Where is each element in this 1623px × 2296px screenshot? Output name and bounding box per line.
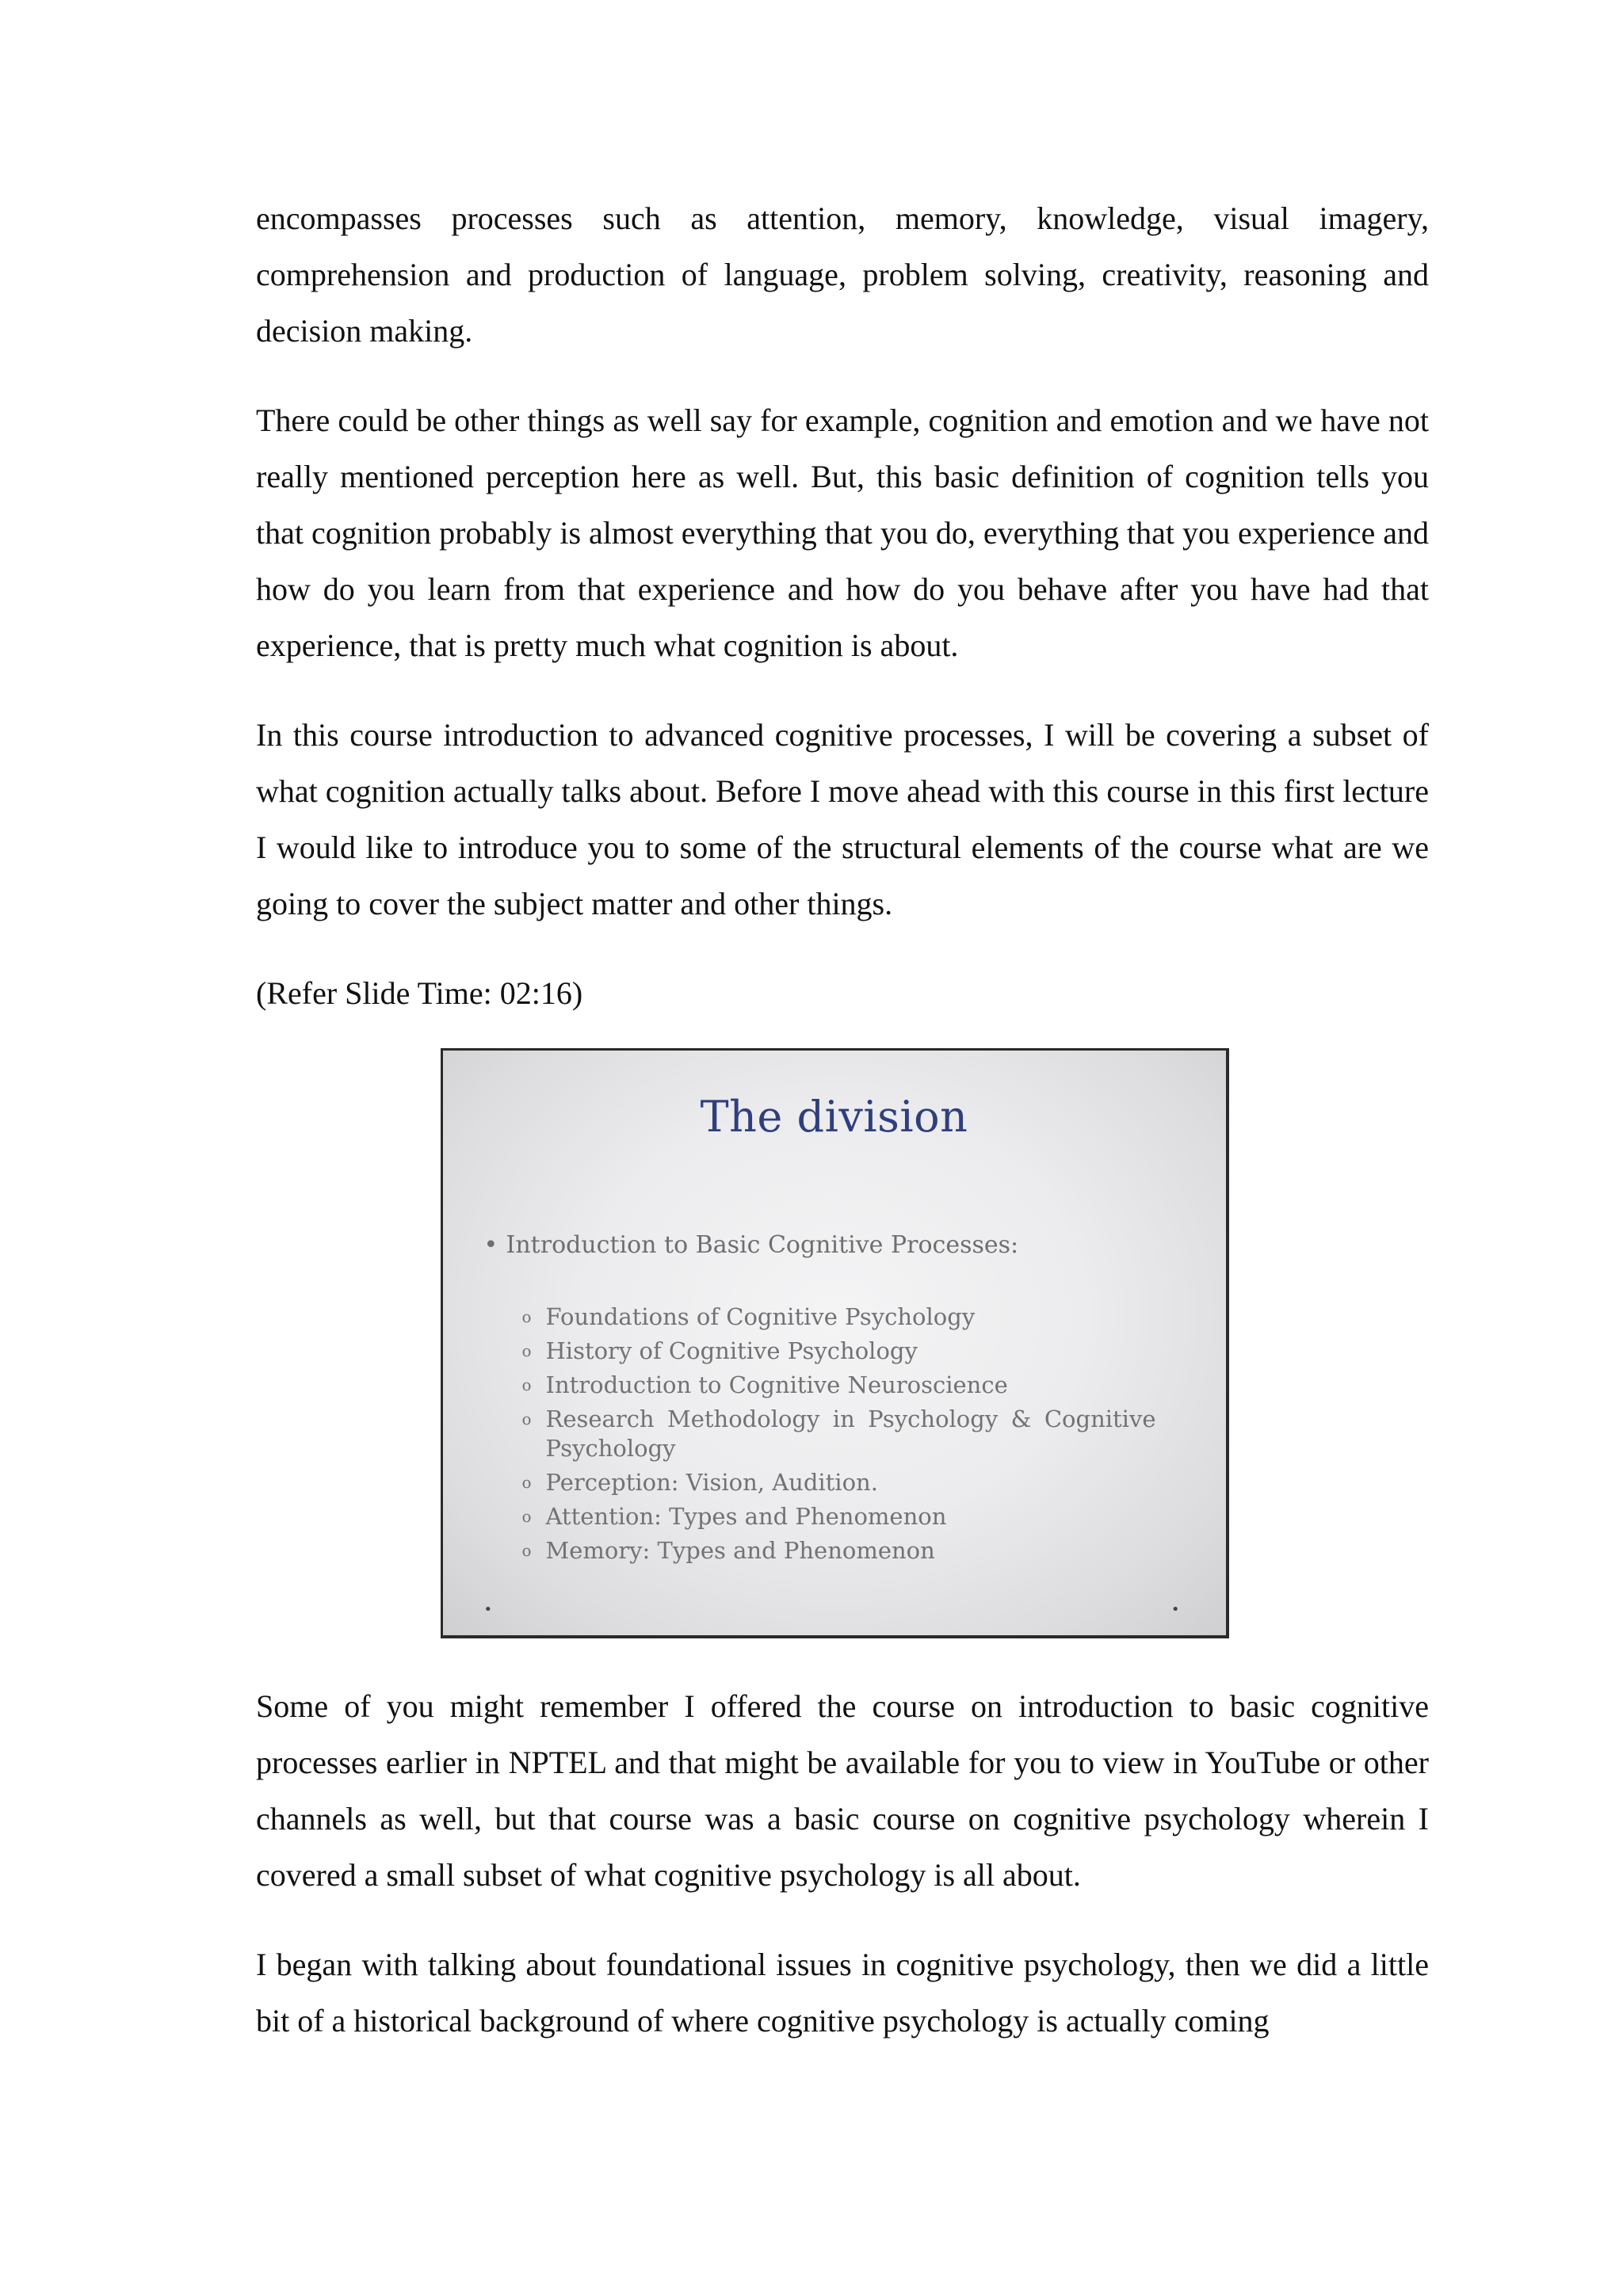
slide-sub-item: o History of Cognitive Psychology [521,1337,918,1364]
document-body [256,190,1429,2049]
circle-bullet-icon: o [521,1541,532,1560]
slide-sub-item: o Attention: Types and Phenomenon [521,1503,947,1530]
slide-title: The division [700,1092,968,1142]
slide-sub-item: o Perception: Vision, Audition. [521,1469,878,1496]
circle-bullet-icon: o [521,1375,532,1394]
slide-sub-item: o Memory: Types and Phenomenon [521,1537,935,1564]
bullet-icon: • [483,1231,498,1259]
slide-corner-dot: • [483,1601,493,1618]
refer-slide-time: (Refer Slide Time: 02:16) [256,975,583,1011]
circle-bullet-icon: o [521,1307,532,1326]
circle-bullet-icon: o [521,1507,532,1526]
slide-sub-list [522,1302,1156,1570]
slide-sub-item: o Foundations of Cognitive Psychology [521,1303,976,1330]
paragraph: In this course introduction to advanced cognitive processes, I will be covering a subset of what cognition actually talks about. Before I move ahead with this course in this first lecture I would like to introduce you to some of the structural elements of the course what are we going to cover the subject matter and other things. [256,717,1429,921]
circle-bullet-icon: o [521,1341,532,1360]
paragraph: There could be other things as well say for example, cognition and emotion and we have not really mentioned perception here as well. But, this basic definition of cognition tells you that cognition probably is almost everything that you do, everything that you experience and how do you learn from that experience and how do you behave after you have had that experience, that is pretty much what cognition is about. [256,402,1429,663]
slide-main-bullet-text: Introduction to Basic Cognitive Processes: [506,1231,1019,1259]
slide-image [441,1048,1229,1638]
slide-sub-item [522,1405,1156,1463]
paragraph: I began with talking about foundational issues in cognitive psychology, then we did a little bit of a historical background of where cognitive psychology is actually coming [256,1947,1429,2039]
paragraph: encompasses processes such as attention, memory, knowledge, visual imagery, comprehension and production of language, problem solving, creativity, reasoning and decision making. [256,200,1429,349]
slide-sub-item-line: Psychology [545,1435,676,1462]
circle-bullet-icon: o [521,1473,532,1492]
paragraph: Some of you might remember I offered the course on introduction to basic cognitive processes earlier in NPTEL and that might be available for you to view in YouTube or other channels as well, but that course was a basic course on cognitive psychology wherein I covered a small subset of what cognitive psychology is all about. [256,1688,1429,1893]
slide-sub-item-line: Research Methodology in Psychology & Cognitive [545,1405,1156,1432]
slide-corner-dot: • [1170,1601,1180,1618]
slide-main-bullet [484,1231,1019,1259]
circle-bullet-icon: o [521,1409,532,1428]
slide-sub-item: o Introduction to Cognitive Neuroscience [521,1371,1008,1398]
